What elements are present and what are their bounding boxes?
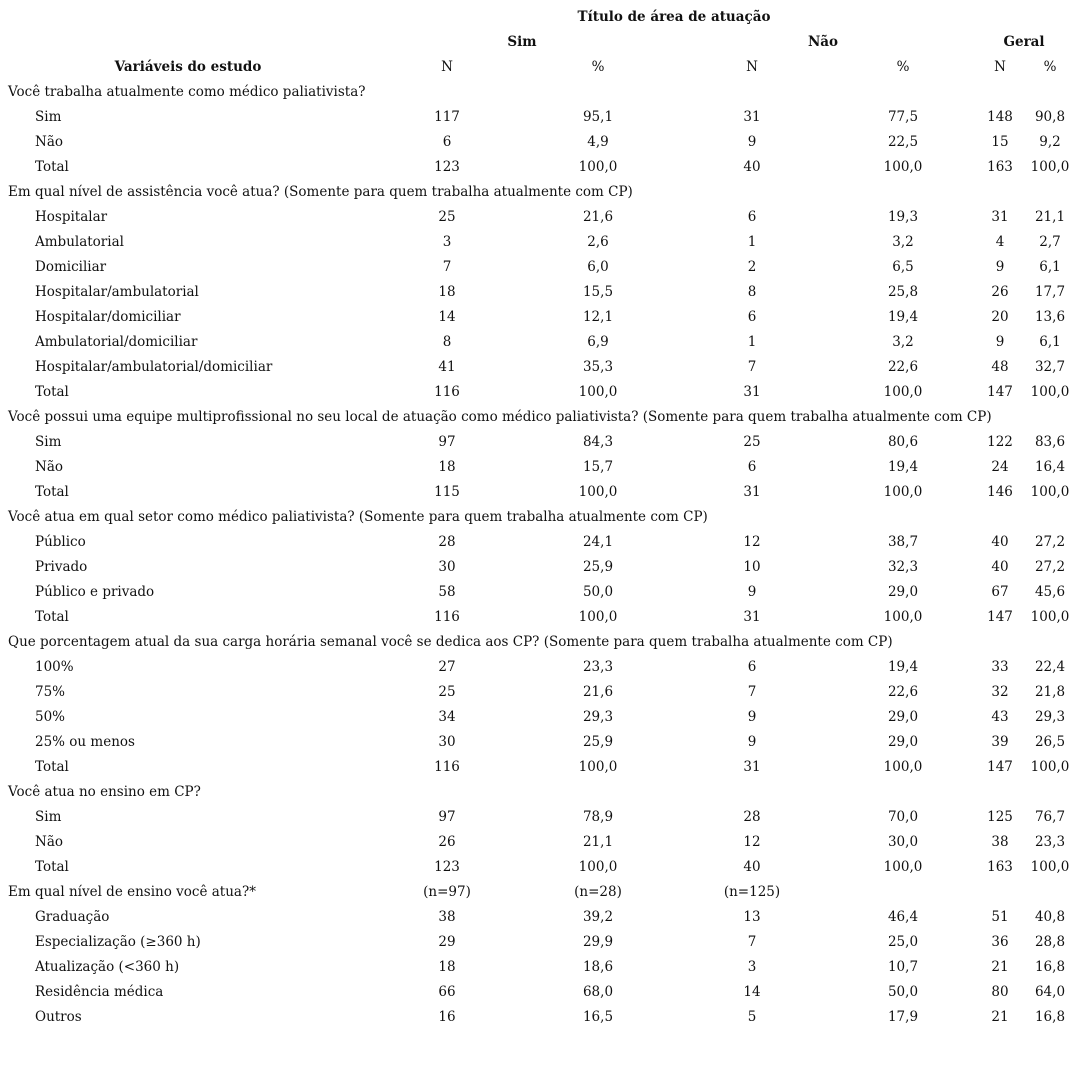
cell-value: 64,0 [1034,984,1066,1000]
cell-value: 2 [747,259,757,275]
table-body [0,80,1078,1030]
section-n-note: (n=125) [723,884,781,900]
cell-value: 6 [747,309,757,325]
cell-value: 97 [438,809,456,825]
section-row [0,630,1078,655]
cell-value: 146 [987,484,1013,500]
cell-value: 21,6 [582,684,614,700]
section-title: Em qual nível de assistência você atua? (Somente para quem trabalha atualmente com CP) [8,184,633,200]
section-title: Que porcentagem atual da sua carga horária semanal você se dedica aos CP? (Somente para quem trabalha atualmente com CP) [8,634,893,650]
table-row [0,605,1078,630]
cell-value: 77,5 [887,109,919,125]
cell-value: 84,3 [582,434,614,450]
cell-value: 123 [434,159,460,175]
cell-value: 100,0 [578,609,618,625]
cell-value: 10 [743,559,761,575]
section-title: Você atua em qual setor como médico paliativista? (Somente para quem trabalha atualmente com CP) [8,509,708,525]
cell-value: 25,9 [582,559,614,575]
table-row [0,830,1078,855]
cell-value: 25 [438,684,456,700]
cell-value: 147 [987,609,1013,625]
cell-value: 21,8 [1034,684,1066,700]
cell-value: 13,6 [1034,309,1066,325]
cell-value: 6 [747,459,757,475]
table-row [0,705,1078,730]
cell-value: 34 [438,709,456,725]
cell-value: 21,1 [1034,209,1066,225]
row-label: Ambulatorial/domiciliar [35,334,198,350]
cell-value: 23,3 [1034,834,1066,850]
table-row [0,230,1078,255]
cell-value: 125 [987,809,1013,825]
row-label: Total [35,484,69,500]
cell-value: 31 [743,484,761,500]
table-row [0,930,1078,955]
table-row [0,105,1078,130]
cell-value: 14 [743,984,761,1000]
cell-value: 68,0 [582,984,614,1000]
cell-value: 163 [987,859,1013,875]
cell-value: 3,2 [892,334,914,350]
cell-value: 18 [438,959,456,975]
cell-value: 25,8 [887,284,919,300]
row-label: Não [35,134,63,150]
row-label: 75% [35,684,66,700]
row-label: Público [35,534,86,550]
table-row [0,805,1078,830]
table-row [0,305,1078,330]
table-row [0,905,1078,930]
cell-value: 20 [991,309,1009,325]
table-row [0,955,1078,980]
cell-value: 19,4 [887,659,919,675]
row-label: Total [35,609,69,625]
cell-value: 29 [438,934,456,950]
section-n-note: (n=97) [423,884,471,900]
cell-value: 9 [747,734,757,750]
cell-value: 31 [743,609,761,625]
cell-value: 16 [438,1009,456,1025]
cell-value: 28 [438,534,456,550]
cell-value: 26 [438,834,456,850]
row-label: Hospitalar/domiciliar [35,309,181,325]
cell-value: 14 [438,309,456,325]
cell-value: 6,1 [1039,334,1061,350]
table-row [0,480,1078,505]
section-title: Em qual nível de ensino você atua?* [8,884,256,900]
cell-value: 100,0 [883,759,923,775]
row-label: Total [35,859,69,875]
table-row [0,1005,1078,1030]
cell-value: 40 [991,559,1009,575]
cell-value: 6,5 [892,259,914,275]
cell-value: 12 [743,534,761,550]
cell-value: 100,0 [1030,384,1070,400]
cell-value: 9 [747,709,757,725]
cell-value: 22,6 [887,359,919,375]
cell-value: 29,9 [582,934,614,950]
cell-value: 7 [747,684,757,700]
cell-value: 1 [747,234,757,250]
cell-value: 32,3 [887,559,919,575]
cell-value: 100,0 [1030,609,1070,625]
cell-value: 46,4 [887,909,919,925]
table-row [0,330,1078,355]
cell-value: 3 [747,959,757,975]
cell-value: 100,0 [578,759,618,775]
cell-value: 122 [987,434,1013,450]
cell-value: 100,0 [578,484,618,500]
cell-value: 25,9 [582,734,614,750]
cell-value: 80 [991,984,1009,1000]
row-label: Residência médica [35,984,164,1000]
row-label: Ambulatorial [35,234,124,250]
row-label: Sim [35,809,62,825]
cell-value: 31 [743,759,761,775]
group-sim: Sim [507,34,537,50]
cell-value: 97 [438,434,456,450]
cell-value: 66 [438,984,456,1000]
cell-value: 36 [991,934,1009,950]
cell-value: 100,0 [1030,159,1070,175]
cell-value: 100,0 [883,484,923,500]
table-row [0,130,1078,155]
cell-value: 95,1 [582,109,614,125]
cell-value: 9 [747,584,757,600]
cell-value: 18 [438,284,456,300]
cell-value: 90,8 [1034,109,1066,125]
table-row [0,255,1078,280]
cell-value: 27,2 [1034,534,1066,550]
cell-value: 40,8 [1034,909,1066,925]
section-row [0,780,1078,805]
cell-value: 21,1 [582,834,614,850]
cell-value: 39,2 [582,909,614,925]
cell-value: 3 [442,234,452,250]
cell-value: 9 [995,334,1005,350]
cell-value: 19,4 [887,309,919,325]
cell-value: 33 [991,659,1009,675]
row-label: Sim [35,109,62,125]
cell-value: 29,0 [887,734,919,750]
cell-value: 19,4 [887,459,919,475]
cell-value: 100,0 [883,609,923,625]
cell-value: 4,9 [587,134,609,150]
cell-value: 70,0 [887,809,919,825]
row-label: Público e privado [35,584,155,600]
table-row [0,205,1078,230]
cell-value: 40 [991,534,1009,550]
col-n-nao: N [746,59,758,75]
group-title: Título de área de atuação [577,9,771,25]
cell-value: 1 [747,334,757,350]
cell-value: 7 [747,359,757,375]
cell-value: 8 [442,334,452,350]
cell-value: 100,0 [578,859,618,875]
cell-value: 21,6 [582,209,614,225]
col-pct-nao: % [896,59,910,75]
row-label: Total [35,759,69,775]
cell-value: 147 [987,759,1013,775]
section-title: Você trabalha atualmente como médico paliativista? [8,84,366,100]
section-row [0,505,1078,530]
section-row [0,180,1078,205]
row-label: Não [35,834,63,850]
cell-value: 24 [991,459,1009,475]
cell-value: 6,9 [587,334,609,350]
table-row [0,280,1078,305]
cell-value: 40 [743,859,761,875]
cell-value: 76,7 [1034,809,1066,825]
cell-value: 9 [995,259,1005,275]
cell-value: 100,0 [883,859,923,875]
table-row [0,355,1078,380]
cell-value: 2,7 [1039,234,1061,250]
cell-value: 100,0 [1030,484,1070,500]
cell-value: 28 [743,809,761,825]
cell-value: 24,1 [582,534,614,550]
cell-value: 6,1 [1039,259,1061,275]
row-label: 100% [35,659,74,675]
cell-value: 50,0 [582,584,614,600]
cell-value: 22,6 [887,684,919,700]
cell-value: 51 [991,909,1009,925]
cell-value: 80,6 [887,434,919,450]
cell-value: 45,6 [1034,584,1066,600]
cell-value: 148 [987,109,1013,125]
cell-value: 17,7 [1034,284,1066,300]
row-label: Outros [35,1009,82,1025]
cell-value: 30 [438,559,456,575]
col-n-sim: N [441,59,453,75]
cell-value: 31 [743,109,761,125]
cell-value: 116 [434,384,460,400]
cell-value: 7 [442,259,452,275]
row-label: 50% [35,709,66,725]
cell-value: 21 [991,959,1009,975]
group-geral: Geral [1003,34,1045,50]
table-row [0,430,1078,455]
cell-value: 32,7 [1034,359,1066,375]
row-label: Hospitalar [35,209,108,225]
table-row [0,455,1078,480]
section-title: Você atua no ensino em CP? [8,784,201,800]
table-row [0,680,1078,705]
cell-value: 9 [747,134,757,150]
cell-value: 29,0 [887,709,919,725]
section-row [0,80,1078,105]
table-row [0,980,1078,1005]
row-label: 25% ou menos [35,734,135,750]
section-row [0,405,1078,430]
cell-value: 100,0 [578,384,618,400]
cell-value: 16,8 [1034,959,1066,975]
cell-value: 10,7 [887,959,919,975]
row-label: Não [35,459,63,475]
cell-value: 19,3 [887,209,919,225]
cell-value: 6 [747,659,757,675]
cell-value: 58 [438,584,456,600]
cell-value: 30 [438,734,456,750]
cell-value: 100,0 [883,384,923,400]
cell-value: 117 [434,109,460,125]
col-n-geral: N [994,59,1006,75]
cell-value: 39 [991,734,1009,750]
cell-value: 48 [991,359,1009,375]
cell-value: 29,3 [582,709,614,725]
cell-value: 29,3 [1034,709,1066,725]
cell-value: 15 [991,134,1009,150]
table-row [0,730,1078,755]
cell-value: 116 [434,609,460,625]
cell-value: 28,8 [1034,934,1066,950]
row-label: Hospitalar/ambulatorial [35,284,199,300]
cell-value: 12 [743,834,761,850]
cell-value: 13 [743,909,761,925]
cell-value: 32 [991,684,1009,700]
col-pct-sim: % [591,59,605,75]
cell-value: 22,4 [1034,659,1066,675]
cell-value: 31 [991,209,1009,225]
cell-value: 25 [438,209,456,225]
row-label: Privado [35,559,88,575]
cell-value: 31 [743,384,761,400]
table-row [0,855,1078,880]
cell-value: 3,2 [892,234,914,250]
cell-value: 22,5 [887,134,919,150]
cell-value: 43 [991,709,1009,725]
cell-value: 83,6 [1034,434,1066,450]
cell-value: 15,7 [582,459,614,475]
cell-value: 40 [743,159,761,175]
cell-value: 35,3 [582,359,614,375]
cell-value: 16,5 [582,1009,614,1025]
cell-value: 100,0 [1030,759,1070,775]
group-nao: Não [807,34,839,50]
row-label: Sim [35,434,62,450]
variables-header: Variáveis do estudo [114,59,262,75]
cell-value: 4 [995,234,1005,250]
table-row [0,655,1078,680]
cell-value: 26,5 [1034,734,1066,750]
cell-value: 2,6 [587,234,609,250]
cell-value: 25 [743,434,761,450]
table-row [0,755,1078,780]
row-label: Atualização (<360 h) [35,959,180,975]
section-n-note: (n=28) [574,884,622,900]
cell-value: 41 [438,359,456,375]
cell-value: 115 [434,484,460,500]
cell-value: 6,0 [587,259,609,275]
section-title: Você possui uma equipe multiprofissional no seu local de atuação como médico paliativista? (Somente para quem trabalha atualmente com CP) [8,409,992,425]
cell-value: 18,6 [582,959,614,975]
cell-value: 18 [438,459,456,475]
cell-value: 30,0 [887,834,919,850]
cell-value: 6 [442,134,452,150]
cell-value: 21 [991,1009,1009,1025]
cell-value: 38 [991,834,1009,850]
cell-value: 12,1 [582,309,614,325]
cell-value: 100,0 [1030,859,1070,875]
table-row [0,580,1078,605]
table-row [0,155,1078,180]
cell-value: 38,7 [887,534,919,550]
cell-value: 123 [434,859,460,875]
cell-value: 78,9 [582,809,614,825]
cell-value: 38 [438,909,456,925]
cell-value: 29,0 [887,584,919,600]
cell-value: 50,0 [887,984,919,1000]
cell-value: 116 [434,759,460,775]
cell-value: 25,0 [887,934,919,950]
cell-value: 23,3 [582,659,614,675]
cell-value: 67 [991,584,1009,600]
col-pct-geral: % [1043,59,1057,75]
cell-value: 7 [747,934,757,950]
row-label: Especialização (≥360 h) [35,934,201,950]
row-label: Total [35,159,69,175]
row-label: Graduação [35,909,110,925]
cell-value: 16,8 [1034,1009,1066,1025]
row-label: Domiciliar [35,259,107,275]
cell-value: 9,2 [1039,134,1061,150]
table-row [0,555,1078,580]
cell-value: 100,0 [578,159,618,175]
cell-value: 163 [987,159,1013,175]
cell-value: 100,0 [883,159,923,175]
section-row [0,880,1078,905]
cell-value: 15,5 [582,284,614,300]
cell-value: 6 [747,209,757,225]
cell-value: 8 [747,284,757,300]
cell-value: 16,4 [1034,459,1066,475]
row-label: Hospitalar/ambulatorial/domiciliar [35,359,273,375]
table-row [0,530,1078,555]
cell-value: 27 [438,659,456,675]
cell-value: 17,9 [887,1009,919,1025]
table-row [0,380,1078,405]
cell-value: 26 [991,284,1009,300]
cell-value: 5 [747,1009,757,1025]
row-label: Total [35,384,69,400]
cell-value: 147 [987,384,1013,400]
cell-value: 27,2 [1034,559,1066,575]
